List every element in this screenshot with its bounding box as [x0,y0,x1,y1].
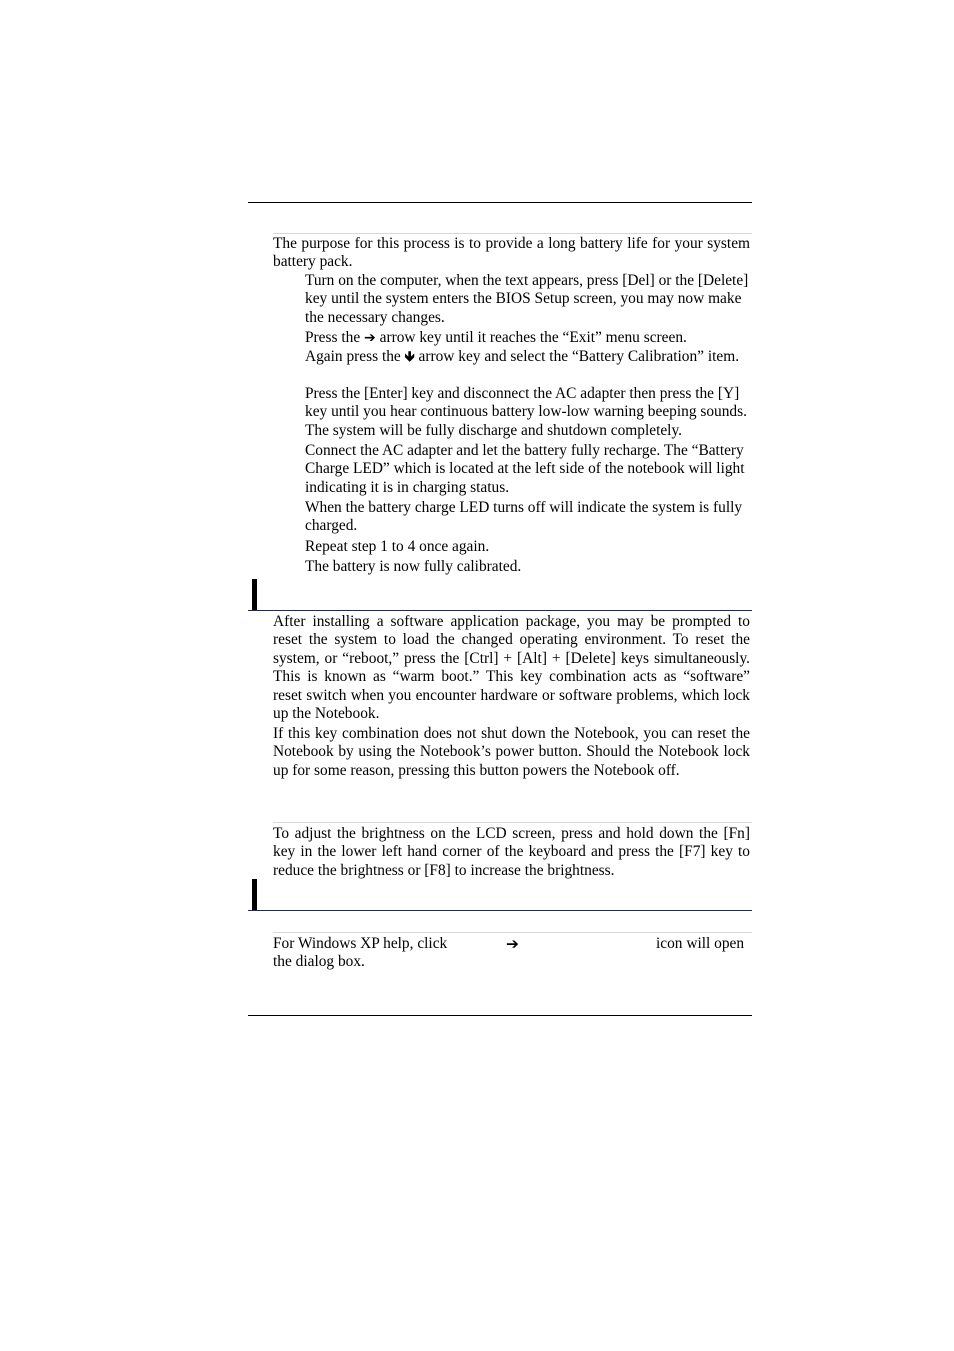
step-4: Press the [Enter] key and disconnect the AC adapter then press the [Y] key until you hear continuous battery low-low warning beeping sounds. The system will be fully discharge and shutdown completely. [305,385,747,439]
section-heading-rule [248,610,752,611]
section-marker-bar [252,879,257,910]
section-heading-rule [248,910,752,911]
arrow-down-icon: 🡻 [404,349,415,365]
step-1: Turn on the computer, when the text appears, press [Del] or the [Delete] key until the system enters the BIOS Setup screen, you may now make the necessary changes. [305,272,749,326]
reset-paragraph-1: After installing a software application package, you may be prompted to reset the system to load the changed operating environment. To reset the system, or “reboot,” press the [Ctrl] + [Alt] + [Delete] keys simultaneously. This is known as “warm boot.” This key combination acts as “software” reset switch when you encounter hardware or software problems, which lock up the Notebook. [273,613,750,723]
help-text-start: For Windows XP help, click [273,935,448,952]
section-divider [273,233,752,234]
section-divider [273,822,752,823]
step-7: Repeat step 1 to 4 once again. [305,538,490,555]
step-6: When the battery charge LED turns off will indicate the system is fully charged. [305,499,743,535]
arrow-right-icon: ➔ [364,330,376,346]
calibration-intro: The purpose for this process is to provide a long battery life for your system battery pack. [273,235,750,271]
step-2: Press the ➔ arrow key until it reaches the “Exit” menu screen. [305,329,687,346]
brightness-paragraph: To adjust the brightness on the LCD screen, press and hold down the [Fn] key in the lower left hand corner of the keyboard and press the [F7] key to reduce the brightness or [F8] to increase the brightness. [273,825,750,879]
help-text-end: icon will open [656,935,745,952]
step-3: Again press the 🡻 arrow key and select the “Battery Calibration” item. [305,348,740,365]
arrow-right-icon: ➔ [506,935,519,953]
section-divider [273,932,752,933]
step-8: The battery is now fully calibrated. [305,558,522,575]
reset-paragraph-2: If this key combination does not shut down the Notebook, you can reset the Notebook by using the Notebook’s power button. Should the Notebook lock up for some reason, pressing this button powers the Notebook off. [273,725,750,779]
step-5: Connect the AC adapter and let the battery fully recharge. The “Battery Charge LED” which is located at the left side of the notebook will light indicating it is in charging status. [305,442,745,496]
section-marker-bar [252,579,257,610]
footer-rule [248,1015,752,1016]
help-text-line-2: the dialog box. [273,953,365,970]
header-rule [248,202,752,203]
